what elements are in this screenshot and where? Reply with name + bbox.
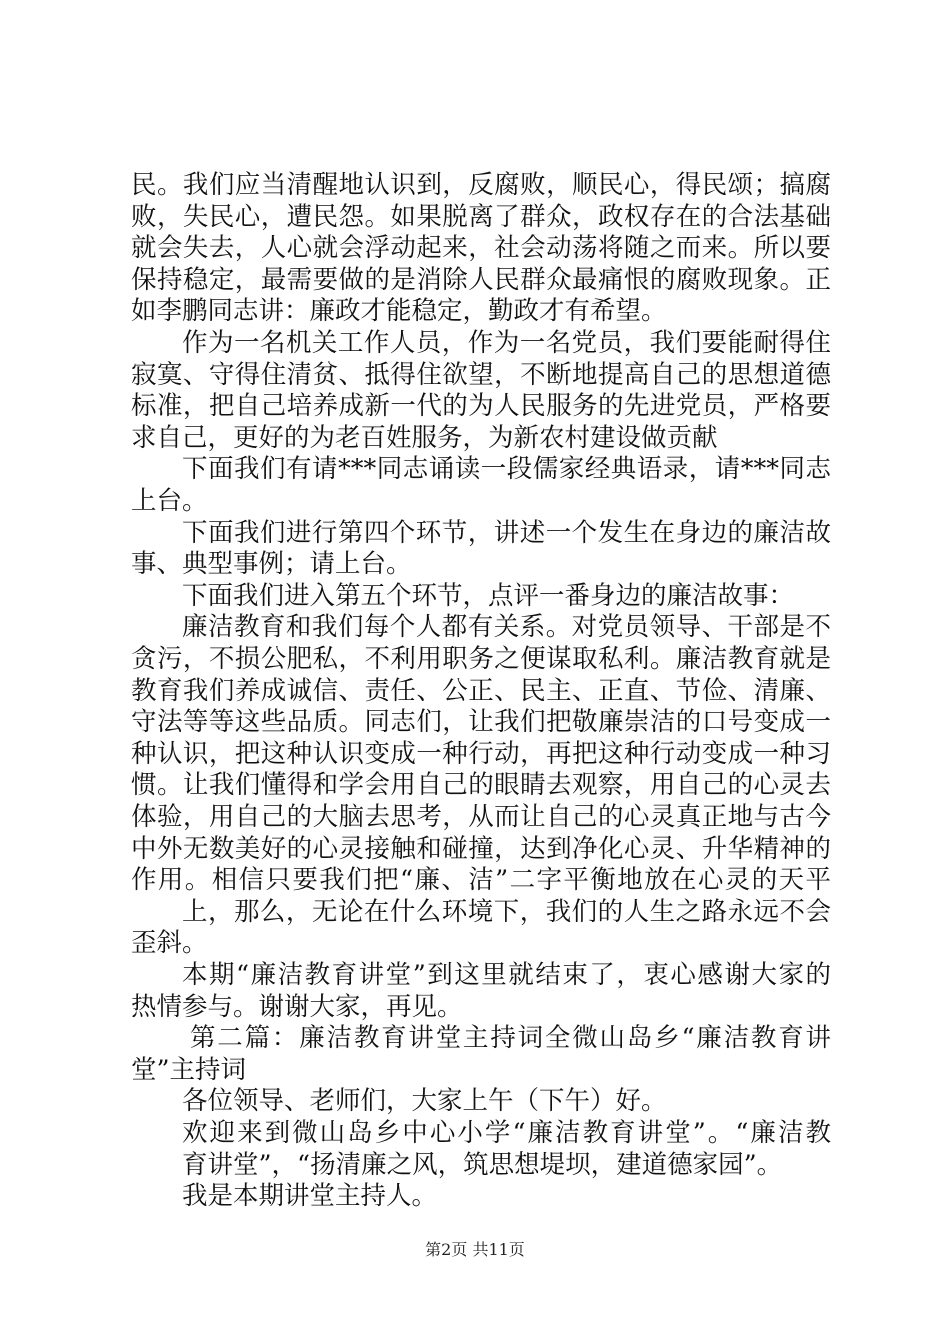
- text-line: 种认识，把这种认识变成一种行动，再把这种行动变成一种习: [131, 738, 831, 769]
- text-line: 保持稳定，最需要做的是消除人民群众最痛恨的腐败现象。正: [131, 264, 831, 295]
- text-line: 贪污，不损公肥私，不利用职务之便谋取私利。廉洁教育就是: [131, 644, 831, 674]
- paragraph-first-line: 下面我们有请***同志诵读一段儒家经典语录，请***同志: [182, 454, 831, 485]
- text-line: 体验，用自己的大脑去思考，从而让自己的心灵真正地与古今: [131, 802, 831, 832]
- paragraph-first-line: 廉洁教育和我们每个人都有关系。对党员领导、干部是不: [182, 612, 831, 643]
- text-line: 教育我们养成诚信、责任、公正、民主、正直、节俭、清廉、: [131, 675, 831, 706]
- text-line: 事、典型事例；请上台。: [131, 549, 412, 580]
- paragraph-first-line: 下面我们进行第四个环节，讲述一个发生在身边的廉洁故: [182, 517, 831, 548]
- text-line: 作用。相信只要我们把“廉、洁”二字平衡地放在心灵的天平: [131, 865, 831, 896]
- text-line: 守法等等这些品质。同志们，让我们把敬廉崇洁的口号变成一: [131, 707, 831, 738]
- page-number-footer: 第2页 共11页: [425, 1240, 525, 1259]
- text-line: 热情参与。谢谢大家，再见。: [131, 991, 463, 1022]
- text-line: 中外无数美好的心灵接触和碰撞，达到净化心灵、升华精神的: [131, 833, 831, 864]
- paragraph-first-line: 我是本期讲堂主持人。: [182, 1181, 438, 1212]
- text-line: 民。我们应当清醒地认识到，反腐败，顺民心，得民颂；搞腐: [131, 170, 831, 200]
- paragraph-first-line: 各位领导、老师们，大家上午（下午）好。: [182, 1086, 667, 1117]
- paragraph-first-line: 下面我们进入第五个环节，点评一番身边的廉洁故事：: [182, 580, 795, 611]
- text-line: 堂”主持词: [131, 1054, 247, 1085]
- text-line: 歪斜。: [131, 928, 208, 959]
- paragraph-first-line: 本期“廉洁教育讲堂”到这里就结束了，衷心感谢大家的: [182, 960, 831, 990]
- text-line: 就会失去，人心就会浮动起来，社会动荡将随之而来。所以要: [131, 233, 831, 264]
- text-line: 标准，把自己培养成新一代的为人民服务的先进党员，严格要: [131, 391, 831, 422]
- paragraph-first-line: 上，那么，无论在什么环境下，我们的人生之路永远不会: [182, 896, 831, 927]
- text-line: 惯。让我们懂得和学会用自己的眼睛去观察，用自己的心灵去: [131, 770, 831, 801]
- text-line: 上台。: [131, 486, 208, 516]
- paragraph-first-line: 作为一名机关工作人员，作为一名党员，我们要能耐得住: [182, 328, 831, 358]
- text-line: 求自己，更好的为老百姓服务，为新农村建设做贡献: [131, 422, 718, 453]
- text-line: 如李鹏同志讲：廉政才能稳定，勤政才有希望。: [131, 296, 667, 327]
- text-line: 寂寞、守得住清贫、抵得住欲望，不断地提高自己的思想道德: [131, 359, 831, 390]
- paragraph-first-line: 欢迎来到微山岛乡中心小学“廉洁教育讲堂”。“廉洁教: [182, 1118, 831, 1148]
- section-heading-line: 第二篇：廉洁教育讲堂主持词全微山岛乡“廉洁教育讲: [190, 1023, 831, 1054]
- paragraph-first-line: 育讲堂”，“扬清廉之风，筑思想堤坝，建道德家园”。: [182, 1149, 783, 1180]
- text-line: 败，失民心，遭民怨。如果脱离了群众，政权存在的合法基础: [131, 201, 831, 232]
